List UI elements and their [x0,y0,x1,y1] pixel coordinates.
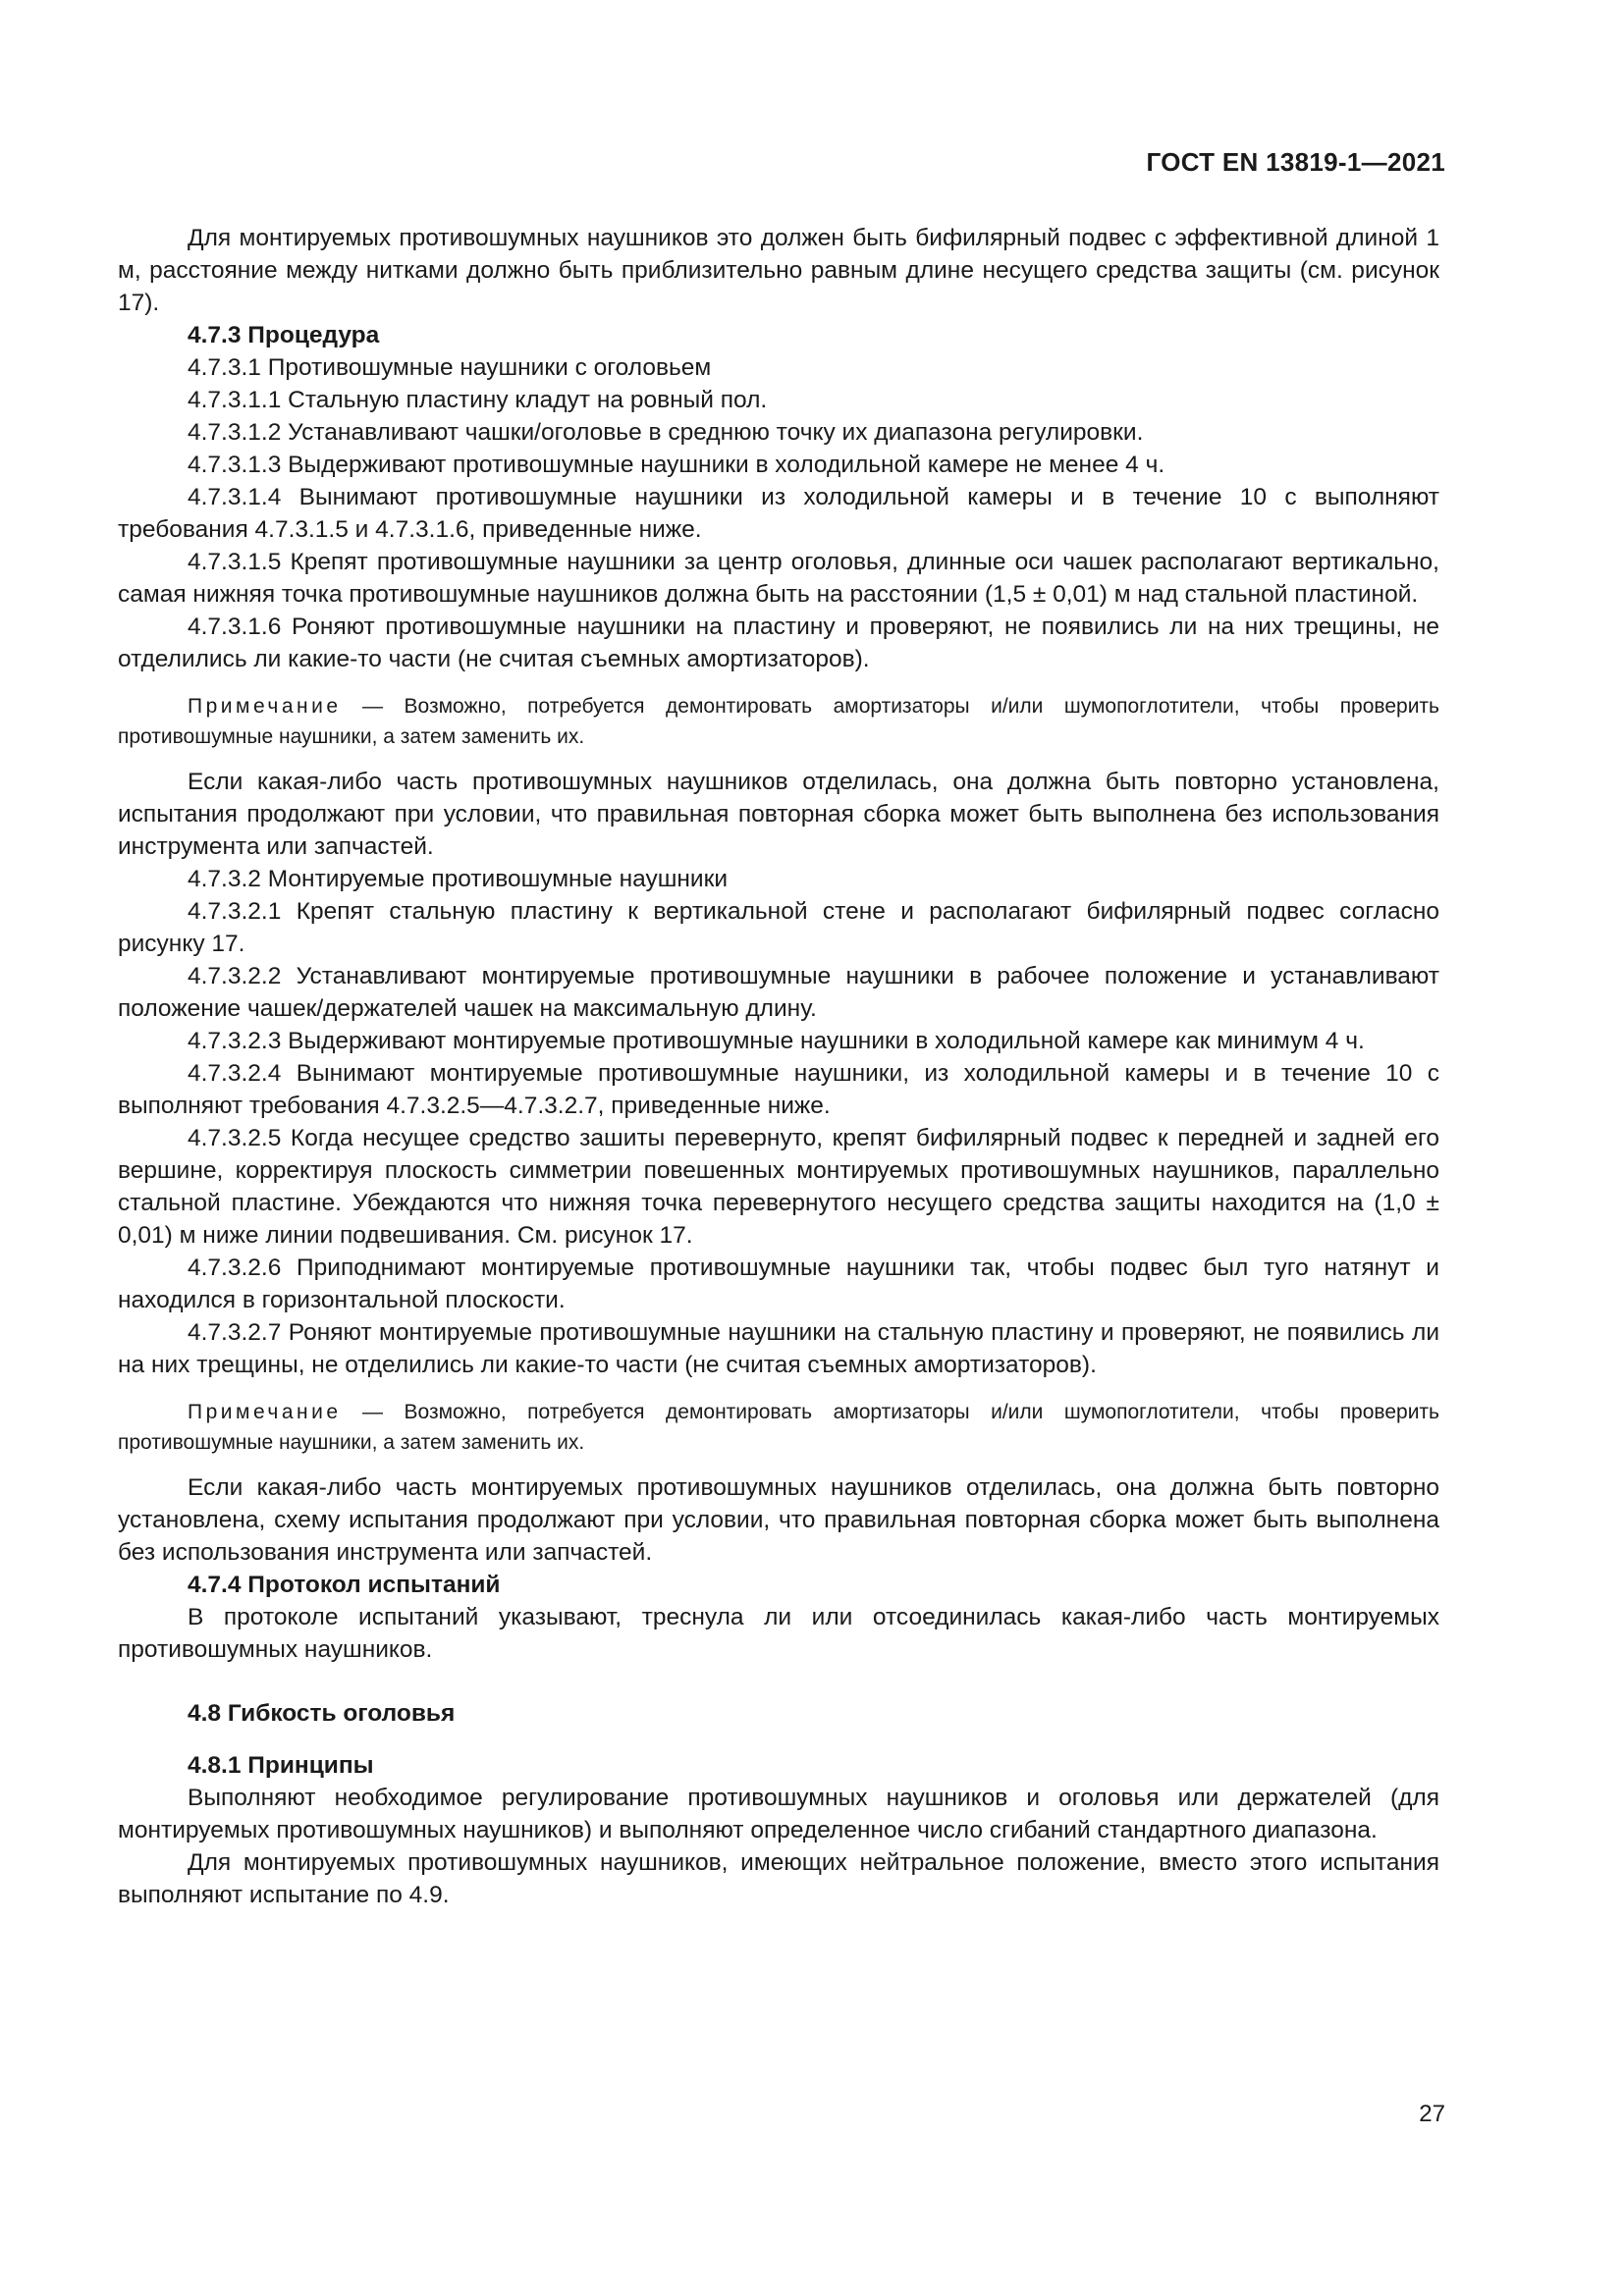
body-paragraph: 4.7.3.1.2 Устанавливают чашки/оголовье в среднюю точку их диапазона регулировки. [188,419,1144,446]
body-paragraph: 4.7.3.1.4 Вынимают противошумные наушники из холодильной камеры и в течение 10 с выполняют требования 4.7.3.1.5 и 4.7.3.1.6, приведенные ниже. [118,484,1439,543]
body-paragraph: 4.7.3.2.7 Роняют монтируемые противошумные наушники на стальную пластину и проверяют, не появились ли на них трещины, не отделились ли какие-то части (не считая съемных амортизаторов). [118,1319,1439,1378]
body-paragraph: Выполняют необходимое регулирование противошумных наушников и оголовья или держателей (для монтируемых противошумных наушников) и выполняют определенное число сгибаний стандартного диапазона. [118,1785,1439,1843]
note-label: Примечание [188,695,342,718]
body-paragraph: Если какая-либо часть монтируемых противошумных наушников отделилась, она должна быть повторно установлена, схему испытания продолжают при условии, что правильная повторная сборка может быть выполнена без использования инструмента или запчастей. [118,1474,1439,1566]
note-paragraph [118,1397,1439,1458]
note-text: — Возможно, потребуется демонтировать амортизаторы и/или шумопоглотители, чтобы проверить противошумные наушники, а затем заменить их. [118,695,1439,748]
page-number: 27 [1419,2101,1445,2127]
note-text: — Возможно, потребуется демонтировать амортизаторы и/или шумопоглотители, чтобы проверить противошумные наушники, а затем заменить их. [118,1401,1439,1454]
body-paragraph: В протоколе испытаний указывают, треснула ли или отсоединилась какая-либо часть монтируемых противошумных наушников. [118,1604,1439,1663]
body-paragraph: Для монтируемых противошумных наушников, имеющих нейтральное положение, вместо этого испытания выполняют испытание по 4.9. [118,1849,1439,1908]
body-paragraph: 4.7.3.2.4 Вынимают монтируемые противошумные наушники, из холодильной камеры и в течение 10 с выполняют требования 4.7.3.2.5—4.7.3.2.7, приведенные ниже. [118,1060,1439,1119]
body-paragraph: 4.7.3.2.6 Приподнимают монтируемые противошумные наушники так, чтобы подвес был туго натянут и находился в горизонтальной плоскости. [118,1255,1439,1313]
section-heading: 4.7.3 Процедура [188,322,380,348]
body-paragraph: 4.7.3.1.3 Выдерживают противошумные наушники в холодильной камере не менее 4 ч. [188,452,1165,478]
body-paragraph: 4.7.3.1.5 Крепят противошумные наушники за центр оголовья, длинные оси чашек располагают вертикально, самая нижняя точка противошумные наушников должна быть на расстоянии (1,5 ± 0,01) м над стальной пластиной. [118,549,1439,608]
section-heading: 4.8 Гибкость оголовья [188,1700,456,1727]
body-paragraph: Для монтируемых противошумных наушников это должен быть бифилярный подвес с эффективной длиной 1 м, расстояние между нитками должно быть приблизительно равным длине несущего средства защиты (см. рисунок 17). [118,225,1439,316]
document-body [118,222,1439,1911]
body-paragraph: 4.7.3.2.2 Устанавливают монтируемые противошумные наушники в рабочее положение и устанавливают положение чашек/держателей чашек на максимальную длину. [118,963,1439,1022]
note-paragraph [118,691,1439,752]
body-paragraph: 4.7.3.1 Противошумные наушники с оголовьем [188,354,712,381]
body-paragraph: 4.7.3.1.1 Стальную пластину кладут на ровный пол. [188,387,768,413]
document-id-header: ГОСТ EN 13819-1—2021 [1146,147,1445,177]
body-paragraph: 4.7.3.1.6 Роняют противошумные наушники на пластину и проверяют, не появились ли на них трещины, не отделились ли какие-то части (не считая съемных амортизаторов). [118,614,1439,672]
body-paragraph: Если какая-либо часть противошумных наушников отделилась, она должна быть повторно установлена, испытания продолжают при условии, что правильная повторная сборка может быть выполнена без использования инструмента или запчастей. [118,769,1439,860]
body-paragraph: 4.7.3.2.1 Крепят стальную пластину к вертикальной стене и располагают бифилярный подвес согласно рисунку 17. [118,898,1439,957]
section-heading: 4.8.1 Принципы [188,1752,374,1779]
section-heading: 4.7.4 Протокол испытаний [188,1572,501,1598]
note-label: Примечание [188,1401,342,1423]
body-paragraph: 4.7.3.2.5 Когда несущее средство зашиты перевернуто, крепят бифилярный подвес к передней и задней его вершине, корректируя плоскость симметрии повешенных монтируемых противошумных наушников, параллельно стальной пластине. Убеждаются что нижняя точка перевернутого несущего средства защиты находится на (1,0 ± 0,01) м ниже линии подвешивания. См. рисунок 17. [118,1125,1439,1249]
body-paragraph: 4.7.3.2 Монтируемые противошумные наушники [188,866,729,892]
body-paragraph: 4.7.3.2.3 Выдерживают монтируемые противошумные наушники в холодильной камере как минимум 4 ч. [188,1028,1365,1054]
